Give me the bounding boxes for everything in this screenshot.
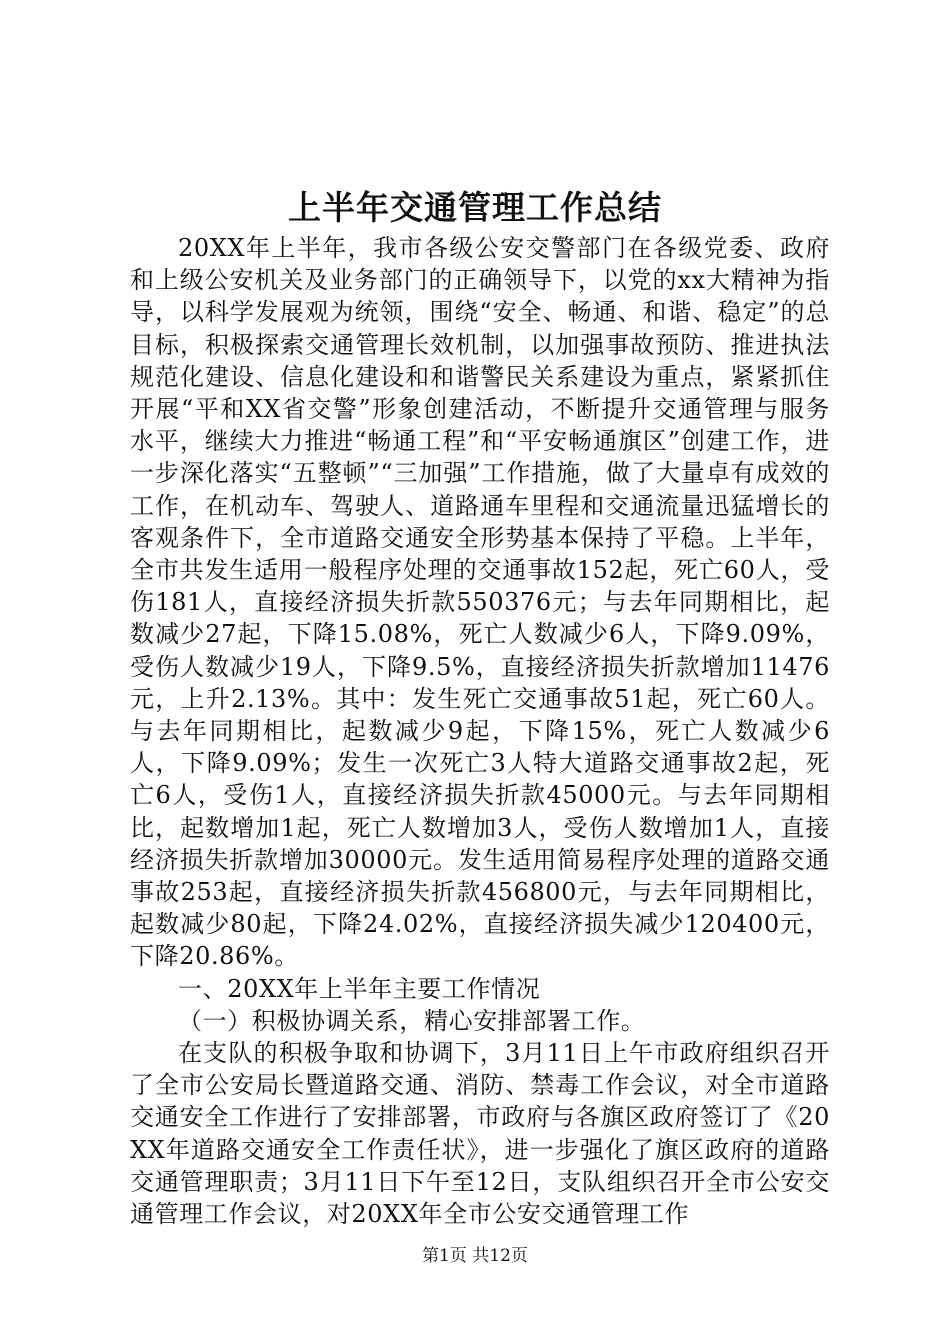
- document-title: 上半年交通管理工作总结: [288, 188, 662, 227]
- paragraph-coordination: 在支队的积极争取和协调下，3月11日上午市政府组织召开了全市公安局长暨道路交通、消防、禁毒工作会议，对全市道路交通安全工作进行了安排部署，市政府与各旗区政府签订了《20XX年道路交通安全工作责任状》，进一步强化了旗区政府的道路交通管理职责；3月11日下午至12日，支队组织召开全市公安交通管理工作会议，对20XX年全市公安交通管理工作: [130, 1039, 830, 1229]
- subsection-heading: （一）积极协调关系，精心安排部署工作。: [178, 1006, 646, 1035]
- page-number-footer: 第1页 共12页: [422, 1246, 528, 1266]
- document-body: [130, 232, 830, 1230]
- section-heading: 一、20XX年上半年主要工作情况: [178, 974, 541, 1003]
- paragraph-summary: 20XX年上半年，我市各级公安交警部门在各级党委、政府和上级公安机关及业务部门的正确领导下，以党的xx大精神为指导，以科学发展观为统领，围绕“安全、畅通、和谐、稳定”的总目标，积极探索交通管理长效机制，以加强事故预防、推进执法规范化建设、信息化建设和和谐警民关系建设为重点，紧紧抓住开展“平和XX省交警”形象创建活动，不断提升交通管理与服务水平，继续大力推进“畅通工程”和“平安畅通旗区”创建工作，进一步深化落实“五整顿”“三加强”工作措施，做了大量卓有成效的工作，在机动车、驾驶人、道路通车里程和交通流量迅猛增长的客观条件下，全市道路交通安全形势基本保持了平稳。上半年，全市共发生适用一般程序处理的交通事故152起，死亡60人，受伤181人，直接经济损失折款550376元；与去年同期相比，起数减少27起，下降15.08%，死亡人数减少6人，下降9.09%，受伤人数减少19人，下降9.5%，直接经济损失折款增加11476元，上升2.13%。其中：发生死亡交通事故51起，死亡60人。与去年同期相比，起数减少9起，下降15%，死亡人数减少6人，下降9.09%；发生一次死亡3人特大道路交通事故2起，死亡6人，受伤1人，直接经济损失折款45000元。与去年同期相比，起数增加1起，死亡人数增加3人，受伤人数增加1人，直接经济损失折款增加30000元。发生适用简易程序处理的道路交通事故253起，直接经济损失折款456800元，与去年同期相比，起数减少80起，下降24.02%，直接经济损失减少120400元，下降20.86%。: [130, 234, 830, 971]
